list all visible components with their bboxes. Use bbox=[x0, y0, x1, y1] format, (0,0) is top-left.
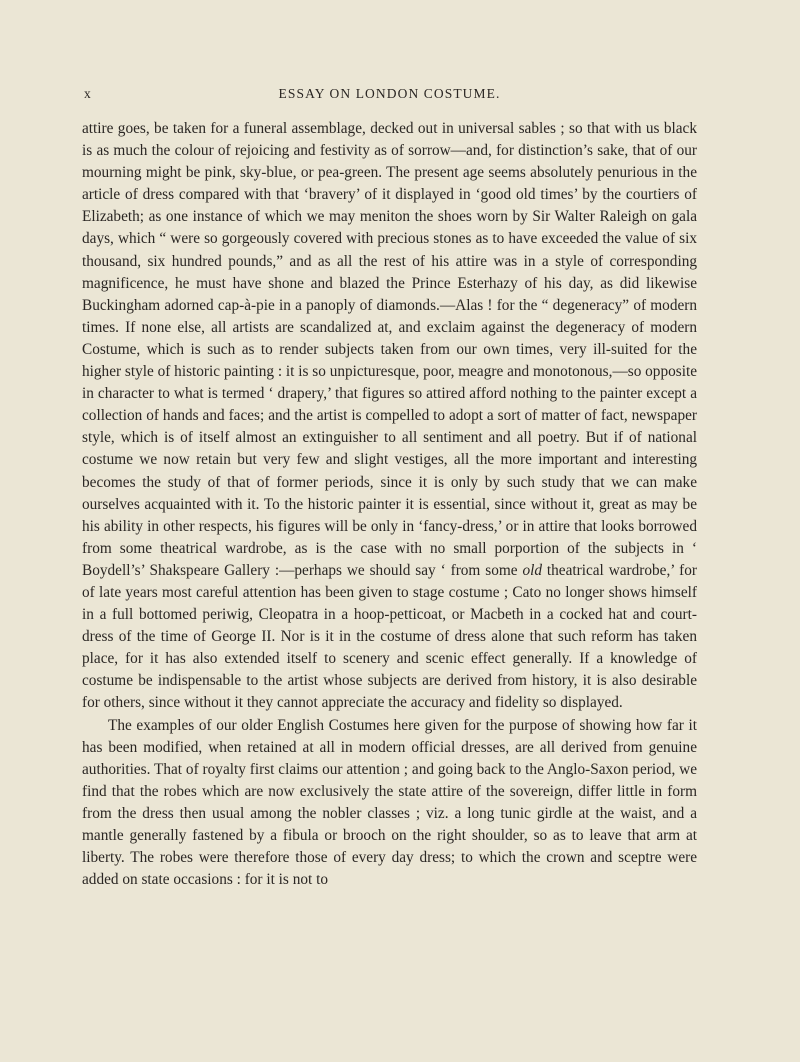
paragraph-2: The examples of our older English Costumes here given for the purpose of showing how far it has been modified, when retained at all in modern official dresses, are all derived from genuine authorities. That of royalty first claims our attention ; and going back to the Anglo-Saxon period, we find that the robes which are now exclusively the state attire of the sovereign, differ little in form from the dress then usual among the nobler classes ; viz. a long tunic girdle at the waist, and a mantle generally fastened by a fibula or brooch on the right shoulder, so as to leave that arm at liberty. The robes were therefore those of every day dress; to which the crown and sceptre were added on state occasions : for it is not to bbox=[82, 716, 697, 889]
page-header bbox=[82, 86, 697, 106]
paragraph-1 bbox=[82, 118, 697, 715]
paragraph-1-text: attire goes, be taken for a funeral assemblage, decked out in universal sables ; so that with us black is as much the colour of rejoicing and festivity as of sorrow—and, for distinction’s sake, that of our mourning might be pink, sky-blue, or pea-green. The present age seems absolutely penurious in the article of dress compared with that ‘bravery’ of it displayed in ‘good old times’ by the courtiers of Elizabeth; as one instance of which we may meniton the shoes worn by Sir Walter Raleigh on gala days, which “ were so gorgeously covered with precious stones as to have exceeded the value of six thousand, six hundred pounds,” and as all the rest of his attire was in a style of corresponding magnificence, he must have shone and blazed the Prince Esterhazy of his day, as did likewise Buckingham adorned cap-à-pie in a panoply of diamonds.—Alas ! for the “ degeneracy” of modern times. If none else, all artists are scandalized at, and exclaim against the degeneracy of modern Costume, which is such as to render subjects taken from our own times, very ill-suited for the higher style of historic painting : it is so unpicturesque, poor, meagre and monotonous,—so opposite in character to what is termed ‘ drapery,’ that figures so attired afford nothing to the painter except a collection of hands and faces; and the artist is compelled to adopt a sort of matter of fact, newspaper style, which is of itself almost an extinguisher to all sentiment and all poetry. But if of national costume we now retain but very few and slight vestiges, all the more important and interesting becomes the study of that of former periods, since it is only by such study that we can make ourselves acquainted with it. To the historic painter it is essential, since without it, great as may be his ability in other respects, his figures will be only in ‘fancy-dress,’ or in attire that looks borrowed from some theatrical wardrobe, as is the case with no small porportion of the subjects in ‘ Boydell’s’ Shakspeare Gallery :—perhaps we should say ‘ from some bbox=[82, 120, 697, 579]
paragraph-1-italic: old bbox=[522, 561, 542, 579]
paragraph-1-end: theatrical wardrobe,’ for of late years most careful attention has been given to stage costume ; Cato no longer shows himself in a full bottomed periwig, Cleopatra in a hoop-petticoat, or Macbeth in a cocked hat and court-dress of the time of George II. Nor is it in the costume of dress alone that such reform has taken place, for it has also extended itself to scenery and scenic effect generally. If a knowledge of costume be indispensable to the artist whose subjects are derived from history, it is also desirable for others, since without it they cannot appreciate the accuracy and fidelity so displayed. bbox=[82, 561, 697, 712]
body-text bbox=[82, 118, 697, 891]
running-title: ESSAY ON LONDON COSTUME. bbox=[278, 86, 501, 101]
page-number: x bbox=[84, 86, 92, 101]
